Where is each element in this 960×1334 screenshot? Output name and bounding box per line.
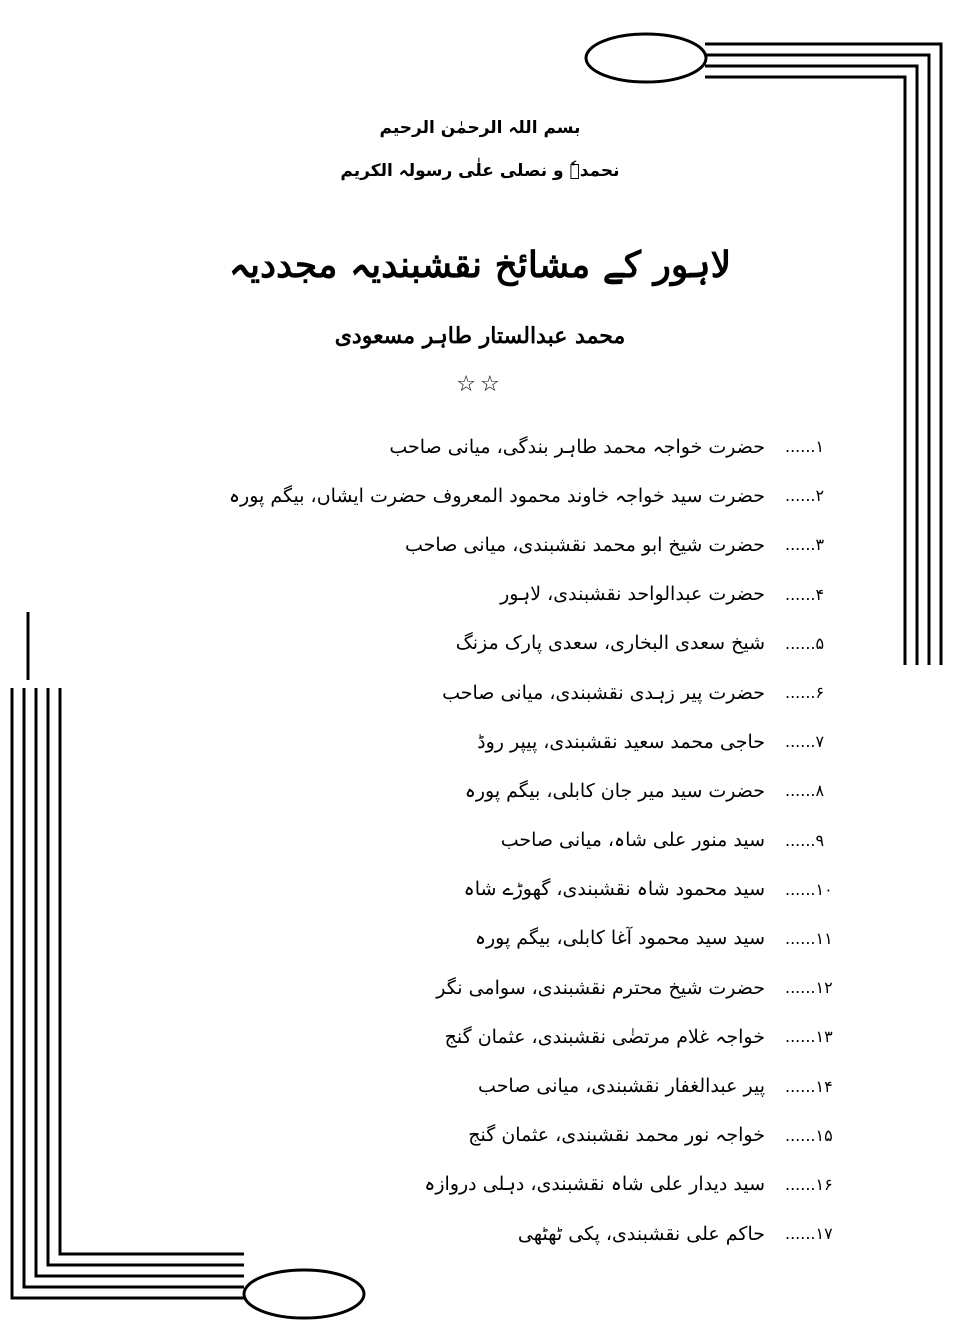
toc-item (120, 422, 880, 471)
toc-item (120, 471, 880, 520)
toc-item (120, 1111, 880, 1160)
toc-item-number: ۸...... (785, 781, 825, 801)
toc-item-text: سید دیدار علی شاہ نقشبندی، دہلی دروازہ (424, 1173, 765, 1196)
toc-item-number: ۳...... (785, 535, 825, 555)
toc-item-text: حضرت خواجہ محمد طاہر بندگی، میانی صاحب (389, 435, 765, 458)
toc-item-text: حضرت شیخ محترم نقشبندی، سوامی نگر (436, 976, 765, 999)
toc-item (120, 1160, 880, 1209)
toc-item-number: ۱۲...... (785, 978, 833, 998)
toc-item (120, 766, 880, 815)
toc-item (120, 963, 880, 1012)
toc-item-number: ۱۰...... (785, 879, 833, 899)
toc-item (120, 1012, 880, 1061)
toc-item (120, 914, 880, 963)
toc-item-text: پیر عبدالغفار نقشبندی، میانی صاحب (478, 1075, 765, 1098)
page-title: لاہور کے مشائخ نقشبندیہ مجددیہ (228, 244, 732, 286)
bismillah: بسم اللہ الرحمٰن الرحیم (379, 118, 581, 138)
toc-item-number: ۱۶...... (785, 1174, 833, 1194)
toc-item (120, 570, 880, 619)
toc-item-text: حضرت شیخ ابو محمد نقشبندی، میانی صاحب (405, 533, 765, 556)
toc-item-number: ۲...... (785, 486, 825, 506)
toc-item-text: خواجہ نور محمد نقشبندی، عثمان گنج (468, 1124, 765, 1147)
toc-item-text: خواجہ غلام مرتضٰی نقشبندی، عثمان گنج (444, 1025, 765, 1048)
toc-item (120, 619, 880, 668)
toc-item (120, 668, 880, 717)
toc-item (120, 865, 880, 914)
toc-item-text: سید محمود شاہ نقشبندی، گھوڑے شاہ (463, 878, 765, 901)
author-name: محمد عبدالستار طاہر مسعودی (334, 323, 626, 349)
toc-item-text: سید منور علی شاہ، میانی صاحب (500, 829, 765, 852)
tagline: نحمدہٗ و نصلی علٰی رسولہ الکریم (340, 161, 620, 181)
toc-item-text: حاکم علی نقشبندی، پکی ٹھٹھی (517, 1222, 765, 1245)
toc-item (120, 1209, 880, 1258)
toc-item-text: سید سید محمود آغا کابلی، بیگم پورہ (474, 927, 765, 950)
toc-item-text: حاجی محمد سعید نقشبندی، پیپر روڈ (477, 730, 765, 753)
toc-item-text: حضرت عبدالواحد نقشبندی، لاہور (500, 583, 765, 606)
toc-item-number: ۹...... (785, 830, 825, 850)
top-ornament-oval (586, 34, 706, 82)
toc-item-text: حضرت سید میر جان کابلی، بیگم پورہ (464, 779, 765, 802)
toc-item-number: ۱۵...... (785, 1125, 833, 1145)
toc-item (120, 816, 880, 865)
toc-item-text: حضرت سید خواجہ خاوند محمود المعروف حضرت ایشاں، بیگم پورہ (228, 484, 765, 507)
toc-item-number: ۱۷...... (785, 1224, 833, 1244)
toc-item-number: ۴...... (785, 584, 825, 604)
star-ornament: ☆☆ (456, 372, 504, 397)
toc-item-number: ۶...... (785, 683, 825, 703)
toc-item (120, 1061, 880, 1110)
toc-item (120, 520, 880, 569)
toc-item-number: ۱...... (785, 437, 825, 457)
table-of-contents (120, 422, 880, 1258)
toc-item-number: ۷...... (785, 732, 825, 752)
toc-item-text: شیخ سعدی البخاری، سعدی پارک مزنگ (455, 632, 765, 655)
bottom-ornament-oval (244, 1270, 364, 1318)
toc-item-number: ۱۱...... (785, 928, 833, 948)
toc-item-number: ۵...... (785, 633, 825, 653)
toc-item (120, 717, 880, 766)
toc-item-number: ۱۴...... (785, 1076, 833, 1096)
toc-item-number: ۱۳...... (785, 1027, 833, 1047)
toc-item-text: حضرت پیر زہدی نقشبندی، میانی صاحب (442, 681, 765, 704)
